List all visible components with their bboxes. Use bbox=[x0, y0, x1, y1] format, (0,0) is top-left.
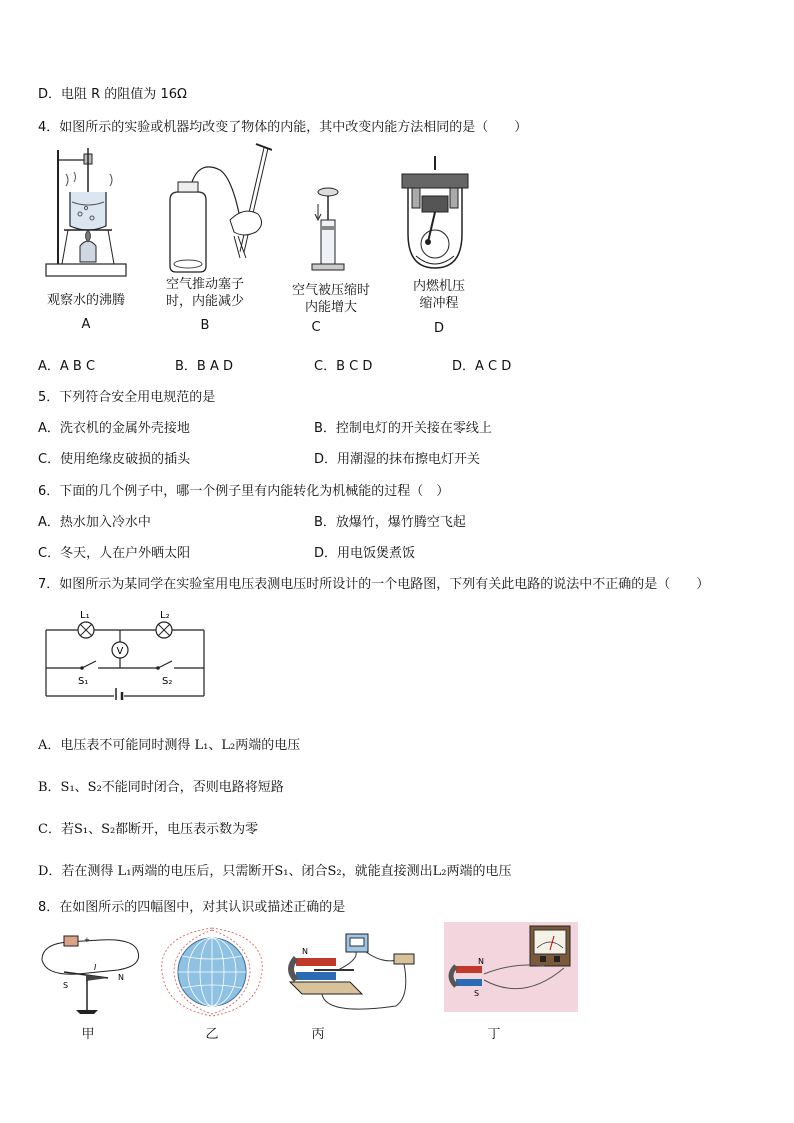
q5-stem: 5．下列符合安全用电规范的是 bbox=[38, 390, 216, 405]
label-l2: L₂ bbox=[160, 610, 170, 621]
figure-ding-meter bbox=[444, 922, 578, 1012]
ding-label-n: N bbox=[478, 957, 484, 966]
figure-b-caption-line-2: 时，内能减少 bbox=[165, 294, 244, 309]
label-l1: L₁ bbox=[80, 610, 90, 621]
voltmeter-icon bbox=[112, 642, 128, 658]
figure-c-letter: C bbox=[311, 320, 321, 335]
q3-option-d: D．电阻 R 的阻值为 16Ω bbox=[38, 87, 187, 102]
figure-jia-oersted bbox=[38, 930, 144, 1016]
figure-a-caption bbox=[36, 292, 136, 309]
q7-stem: 7．如图所示为某同学在实验室用电压表测电压时所设计的一个电路图，下列有关此电路的说法中不正确的是（ ） bbox=[38, 577, 710, 592]
q7-option-c: C．若S₁、S₂都断开，电压表示数为零 bbox=[38, 822, 259, 837]
figure-b-caption-line-1: 空气推动塞子 bbox=[165, 277, 244, 292]
q8-caption-ding: 丁 bbox=[487, 1027, 501, 1042]
q7-option-d: D．若在测得 L₁两端的电压后，只需断开S₁、闭合S₂，就能直接测出L₂两端的电压 bbox=[38, 864, 512, 879]
figure-d-caption bbox=[394, 278, 484, 312]
q4-option-c: C．B C D bbox=[314, 359, 373, 374]
label-s1: S₁ bbox=[78, 676, 89, 687]
figure-a-caption-line: 观察水的沸腾 bbox=[46, 293, 125, 308]
q4-option-a: A．A B C bbox=[38, 359, 96, 374]
figure-boiling-water bbox=[44, 142, 130, 282]
figure-b-letter: B bbox=[200, 318, 210, 333]
q5-option-a: A．洗衣机的金属外壳接地 bbox=[38, 421, 190, 436]
q6-option-b: B．放爆竹，爆竹腾空飞起 bbox=[314, 515, 466, 530]
figure-engine-cylinder bbox=[398, 156, 472, 274]
figure-d-letter: D bbox=[433, 321, 444, 336]
lamp-l1-icon bbox=[78, 622, 94, 638]
figure-d-caption-line-2: 缩冲程 bbox=[419, 296, 459, 311]
bing-label-n: N bbox=[302, 947, 308, 956]
figure-d-caption-line-1: 内燃机压 bbox=[412, 279, 465, 294]
voltmeter-label: V bbox=[116, 646, 124, 657]
q7-option-a: A．电压表不可能同时测得 L₁、L₂两端的电压 bbox=[38, 738, 301, 753]
q5-option-c: C．使用绝缘皮破损的插头 bbox=[38, 452, 191, 467]
jia-label-n: N bbox=[118, 973, 124, 982]
jia-label-s: S bbox=[63, 981, 69, 990]
q7-option-b: B．S₁、S₂不能同时闭合，否则电路将短路 bbox=[38, 780, 284, 795]
ding-label-s: S bbox=[474, 989, 480, 998]
figure-b-caption bbox=[150, 276, 260, 310]
label-s2: S₂ bbox=[162, 676, 173, 687]
figure-air-compression bbox=[306, 186, 350, 276]
figure-a-letter: A bbox=[81, 317, 91, 332]
q8-stem: 8．在如图所示的四幅图中，对其认识或描述正确的是 bbox=[38, 900, 346, 915]
q5-option-d: D．用潮湿的抹布擦电灯开关 bbox=[314, 452, 481, 467]
q4-option-d: D．A C D bbox=[452, 359, 512, 374]
q8-caption-yi: 乙 bbox=[205, 1027, 219, 1042]
q6-stem: 6．下面的几个例子中，哪一个例子里有内能转化为机械能的过程（ ） bbox=[38, 484, 450, 499]
svg-text:+: + bbox=[84, 936, 90, 944]
jia-label-i: I bbox=[94, 963, 97, 972]
figure-yi-earth-field bbox=[158, 926, 266, 1018]
q8-caption-jia: 甲 bbox=[81, 1027, 95, 1042]
figure-c-caption-line-1: 空气被压缩时 bbox=[291, 283, 370, 298]
figure-circuit-diagram bbox=[38, 604, 210, 700]
figure-c-caption bbox=[276, 282, 386, 316]
figure-c-caption-line-2: 内能增大 bbox=[304, 300, 357, 315]
q5-option-b: B．控制电灯的开关接在零线上 bbox=[314, 421, 492, 436]
figure-bing-induction bbox=[286, 930, 422, 1018]
q6-option-a: A．热水加入冷水中 bbox=[38, 515, 151, 530]
q6-option-d: D．用电饭煲煮饭 bbox=[314, 546, 416, 561]
q4-option-b: B．B A D bbox=[175, 359, 234, 374]
q8-caption-bing: 丙 bbox=[311, 1027, 325, 1042]
q6-option-c: C．冬天，人在户外晒太阳 bbox=[38, 546, 191, 561]
q4-stem: 4．如图所示的实验或机器均改变了物体的内能，其中改变内能方法相同的是（ ） bbox=[38, 120, 528, 135]
figure-bottle-pump bbox=[160, 140, 272, 278]
lamp-l2-icon bbox=[156, 622, 172, 638]
